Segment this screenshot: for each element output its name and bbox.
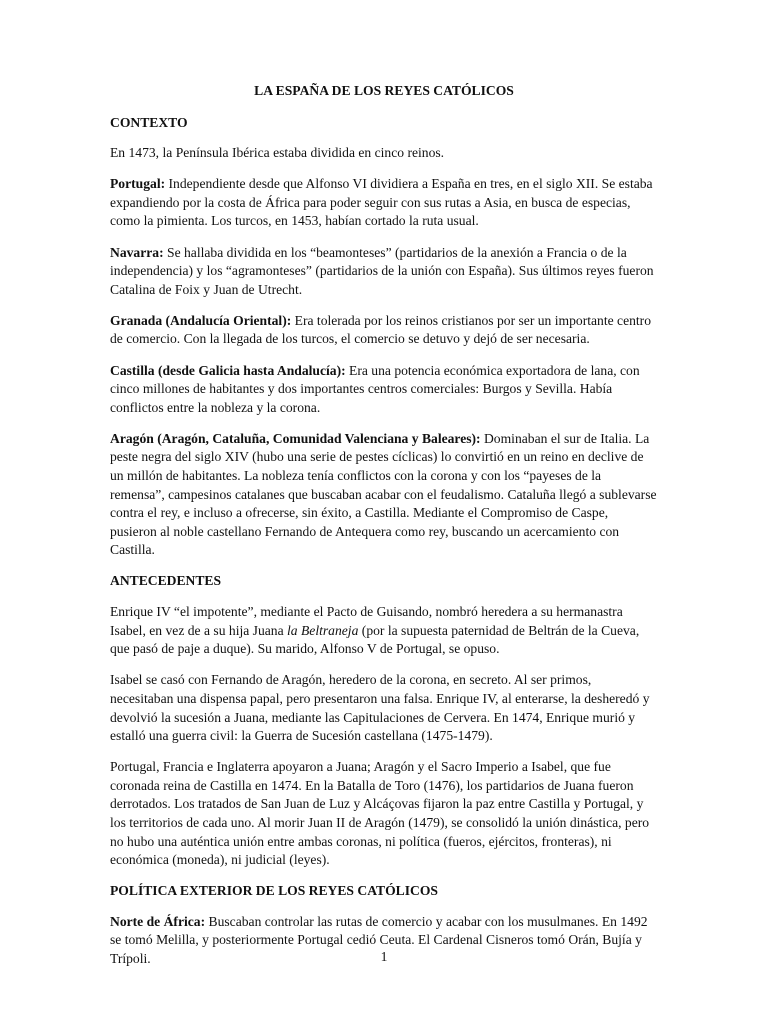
- paragraph-text: Era una potencia económica exportadora de lana, con cinco millones de habitantes y dos importantes centros comerciales: Burgos y Sevilla. Había conflictos entre la nobleza y la corona.: [110, 362, 640, 415]
- paragraph-text: (por la supuesta paternidad de Beltrán de la Cueva, que pasó de paje a duque). Su marido, Alfonso V de Portugal, se opuso.: [110, 622, 640, 657]
- document-title: LA ESPAÑA DE LOS REYES CATÓLICOS: [254, 83, 514, 98]
- paragraph-text: Portugal, Francia e Inglaterra apoyaron a Juana; Aragón y el Sacro Imperio a Isabel, que fue coronada reina de Castilla en 1474. En la Batalla de Toro (1476), los partidarios de Juana fueron derrotados. Los tratados de San Juan de Luz y Alcáçovas fijaron la paz entre Castilla y Portugal, y los territorios de cada uno. Al morir Juan II de Aragón (1479), se consolidó la unión dinástica, pero no hubo una auténtica unión entre ambas coronas, ni política (fueros, ejércitos, fronteras), ni económica (moneda), ni judicial (leyes).: [110, 759, 650, 868]
- paragraph-guerra: [110, 758, 658, 870]
- paragraph-lead: Castilla (desde Galicia hasta Andalucía):: [110, 362, 346, 378]
- paragraph-text: Enrique IV “el impotente”, mediante el Pacto de Guisando, nombró heredera a su hermanastra Isabel, en vez de a su hija Juana: [110, 604, 623, 638]
- paragraph-text: Era tolerada por los reinos cristianos por ser un importante centro de comercio. Con la llegada de los turcos, el comercio se detuvo y dejó de ser necesaria.: [110, 312, 652, 347]
- document-body: [110, 82, 658, 981]
- paragraph-castilla: [110, 362, 658, 418]
- paragraph-text: Isabel se casó con Fernando de Aragón, heredero de la corona, en secreto. Al ser primos, necesitaban una dispensa papal, pero presentaron una falsa. Enrique IV, al enterarse, la desheredó y devolvió la sucesión a Juana, mediante las Capitulaciones de Cervera. En 1474, Enrique murió y estalló una guerra civil: la Guerra de Sucesión castellana (1475-1479).: [110, 672, 650, 744]
- paragraph-lead: Granada (Andalucía Oriental):: [110, 312, 292, 328]
- paragraph-granada: [110, 312, 658, 349]
- paragraph-italic: la Beltraneja: [287, 622, 359, 638]
- section-heading-contexto: CONTEXTO: [110, 114, 188, 130]
- paragraph-aragon: [110, 430, 658, 560]
- paragraph-lead: Portugal:: [110, 176, 166, 192]
- paragraph-lead: Navarra:: [110, 244, 164, 260]
- paragraph-text: Independiente desde que Alfonso VI dividiera a España en tres, en el siglo XII. Se estaba expandiendo por la costa de África para poder seguir con sus rutas a Asia, en busca de especias, como la pimienta. Los turcos, en 1453, habían cortado la ruta usual.: [110, 176, 653, 229]
- paragraph-text: En 1473, la Península Ibérica estaba dividida en cinco reinos.: [110, 145, 445, 161]
- section-heading-antecedentes: ANTECEDENTES: [110, 573, 222, 589]
- paragraph-portugal: [110, 175, 658, 231]
- paragraph-lead: Norte de África:: [110, 913, 206, 929]
- page-number: 1: [380, 949, 388, 964]
- paragraph-isabel: [110, 671, 658, 745]
- paragraph: [110, 144, 658, 163]
- section-heading-politica-exterior: POLÍTICA EXTERIOR DE LOS REYES CATÓLICOS: [110, 883, 438, 899]
- paragraph-text: Buscaban controlar las rutas de comercio y acabar con los musulmanes. En 1492 se tomó Melilla, y posteriormente Portugal cedió Ceuta. El Cardenal Cisneros tomó Orán, Bujía y Trípoli.: [110, 913, 648, 967]
- paragraph-navarra: [110, 244, 658, 300]
- paragraph-lead: Aragón (Aragón, Cataluña, Comunidad Valenciana y Baleares):: [110, 430, 481, 446]
- paragraph-text: Dominaban el sur de Italia. La peste negra del siglo XIV (hubo una serie de pestes cíclicas) lo convirtió en un reino en declive de un millón de habitantes. La nobleza tenía conflictos con la corona y con los “payeses de la remensa”, campesinos catalanes que buscaban acabar con el feudalismo. Cataluña llegó a sublevarse contra el rey, e incluso a ofrecerse, sin éxito, a Castilla. Mediante el Compromiso de Caspe, pusieron al noble castellano Fernando de Antequera como rey, buscando un acercamiento con Castilla.: [110, 430, 657, 558]
- paragraph-enrique: [110, 603, 658, 659]
- paragraph-text: Se hallaba dividida en los “beamonteses” (partidarios de la anexión a Francia o de la independencia) y los “agramonteses” (partidarios de la unión con España). Sus últimos reyes fueron Catalina de Foix y Juan de Utrecht.: [110, 244, 654, 297]
